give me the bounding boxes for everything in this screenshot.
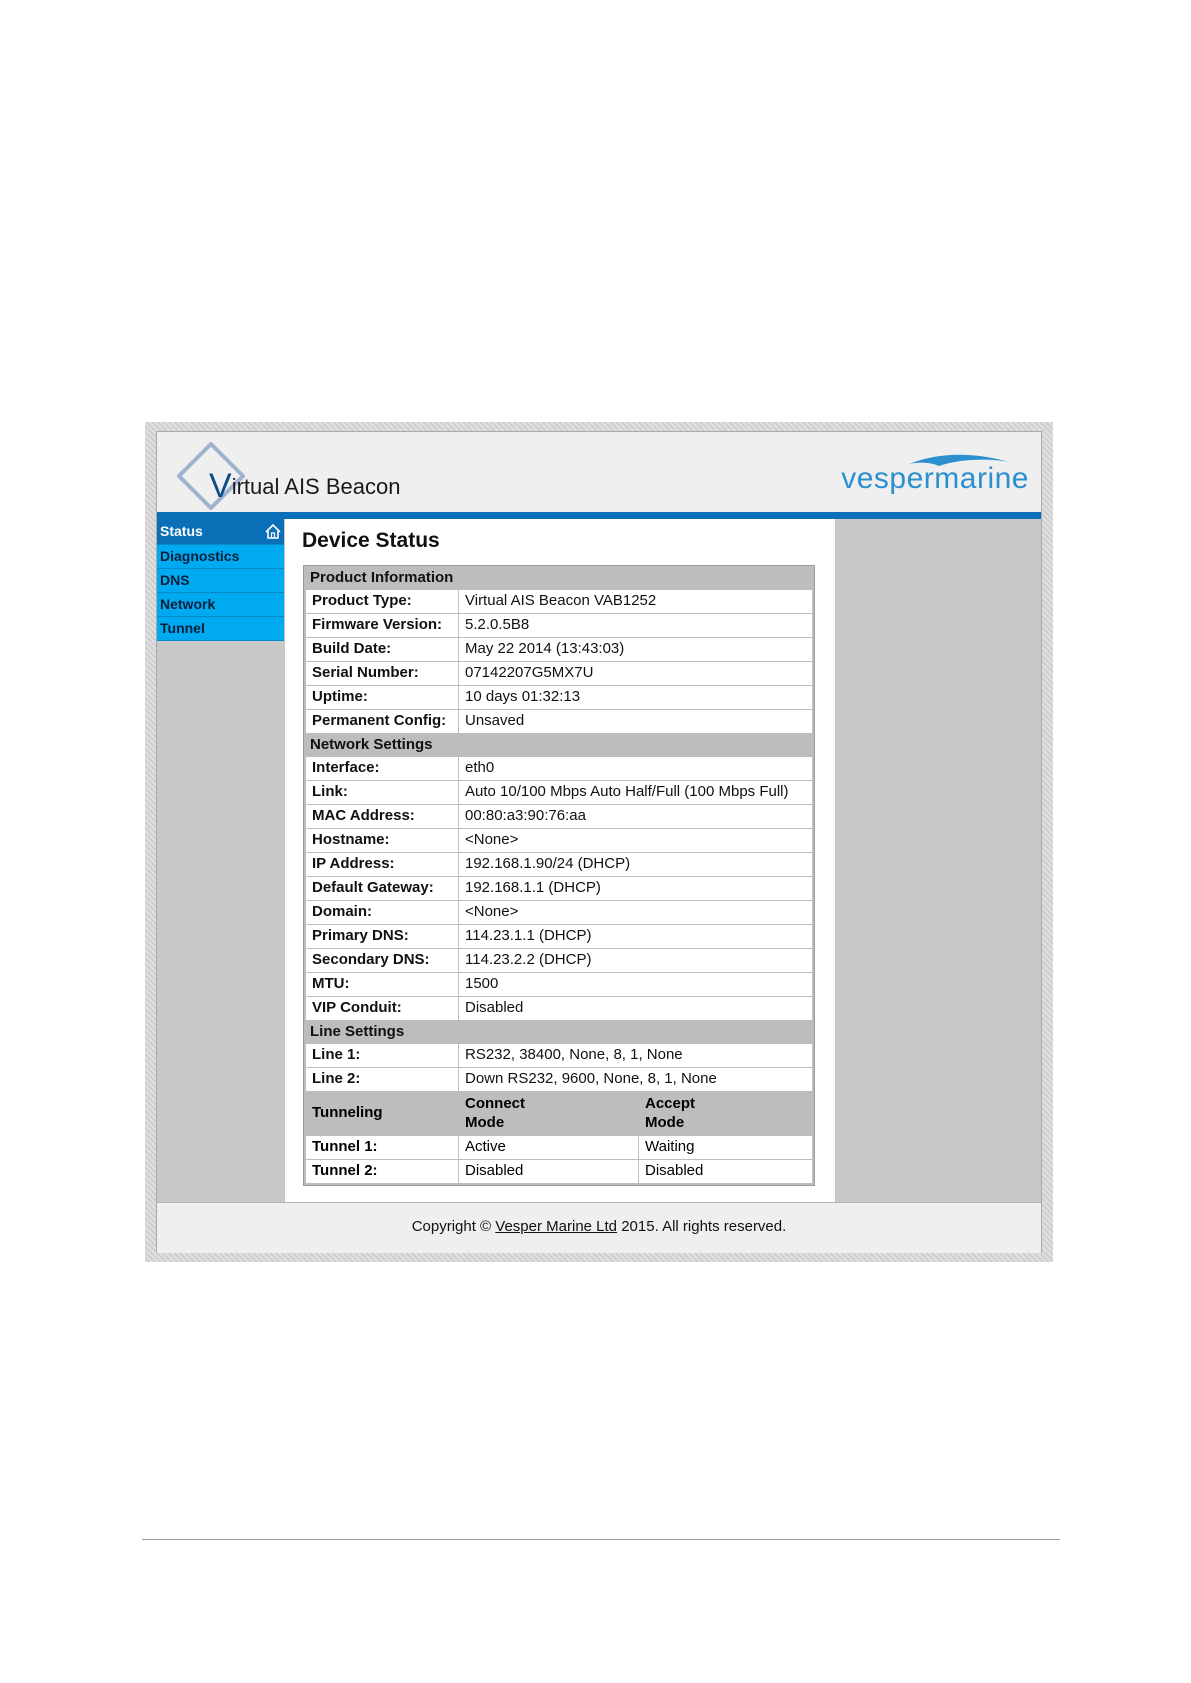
header	[157, 432, 1041, 512]
product-info-rows	[304, 589, 814, 733]
header-divider	[157, 512, 1041, 519]
page-divider	[142, 1539, 1060, 1540]
table-row	[304, 972, 814, 996]
row-value: 192.168.1.1 (DHCP)	[459, 877, 812, 900]
logo-rest: irtual AIS Beacon	[231, 474, 401, 499]
row-label: Interface:	[306, 757, 459, 780]
table-row	[304, 637, 814, 661]
connect-mode-line2: Mode	[465, 1114, 505, 1131]
tunnel-row	[304, 1135, 814, 1159]
page-title: Device Status	[302, 529, 440, 552]
sidebar-item-label: Status	[160, 523, 203, 539]
table-row	[304, 709, 814, 733]
table-row	[304, 685, 814, 709]
row-value: Down RS232, 9600, None, 8, 1, None	[459, 1068, 812, 1091]
sidebar-item-label: DNS	[160, 572, 190, 588]
row-label: MAC Address:	[306, 805, 459, 828]
tunnel-label: Tunnel 1:	[306, 1136, 459, 1159]
row-label: IP Address:	[306, 853, 459, 876]
connect-mode-header	[459, 1091, 639, 1135]
sidebar-item-tunnel[interactable]	[157, 617, 284, 641]
row-label: Firmware Version:	[306, 614, 459, 637]
tunnel-rows	[304, 1135, 814, 1183]
row-value: 00:80:a3:90:76:aa	[459, 805, 812, 828]
row-label: Product Type:	[306, 590, 459, 613]
sidebar-item-dns[interactable]	[157, 569, 284, 593]
connect-mode-value: Active	[459, 1136, 639, 1159]
sidebar-item-diagnostics[interactable]	[157, 545, 284, 569]
table-row	[304, 1067, 814, 1091]
table-row	[304, 900, 814, 924]
table-row	[304, 661, 814, 685]
accept-mode-line2: Mode	[645, 1114, 685, 1131]
table-row	[304, 589, 814, 613]
status-table	[303, 565, 815, 1186]
accept-mode-line1: Accept	[645, 1095, 696, 1112]
row-label: Default Gateway:	[306, 877, 459, 900]
accept-mode-value: Waiting	[639, 1136, 812, 1159]
row-value: 10 days 01:32:13	[459, 686, 812, 709]
tunnel-label: Tunnel 2:	[306, 1160, 459, 1183]
logo-v: V	[209, 467, 232, 505]
row-value: May 22 2014 (13:43:03)	[459, 638, 812, 661]
row-value: Auto 10/100 Mbps Auto Half/Full (100 Mbps Full)	[459, 781, 812, 804]
row-label: Domain:	[306, 901, 459, 924]
brand-logo: vespermarine	[841, 462, 1029, 495]
row-label: Line 2:	[306, 1068, 459, 1091]
row-value: 07142207G5MX7U	[459, 662, 812, 685]
connect-mode-line1: Connect	[465, 1095, 525, 1112]
row-label: Line 1:	[306, 1044, 459, 1067]
sidebar-item-status[interactable]	[157, 519, 284, 545]
row-label: Link:	[306, 781, 459, 804]
row-label: Primary DNS:	[306, 925, 459, 948]
main-content	[285, 519, 835, 1202]
row-label: Secondary DNS:	[306, 949, 459, 972]
row-value: 5.2.0.5B8	[459, 614, 812, 637]
tunnel-row	[304, 1159, 814, 1183]
row-value: Virtual AIS Beacon VAB1252	[459, 590, 812, 613]
row-label: Serial Number:	[306, 662, 459, 685]
row-label: Hostname:	[306, 829, 459, 852]
row-label: Build Date:	[306, 638, 459, 661]
footer	[157, 1202, 1041, 1253]
row-label: Permanent Config:	[306, 710, 459, 733]
row-label: Uptime:	[306, 686, 459, 709]
sidebar-item-network[interactable]	[157, 593, 284, 617]
section-heading: Product Information	[304, 566, 814, 589]
table-row	[304, 852, 814, 876]
sidebar-item-label: Diagnostics	[160, 548, 240, 564]
table-row	[304, 828, 814, 852]
accept-mode-value: Disabled	[639, 1160, 812, 1183]
table-row	[304, 613, 814, 637]
row-label: VIP Conduit:	[306, 997, 459, 1020]
copyright-prefix: Copyright ©	[411, 1218, 496, 1235]
row-label: MTU:	[306, 973, 459, 996]
section-heading: Line Settings	[304, 1020, 814, 1043]
tunneling-heading: Tunneling	[312, 1104, 383, 1121]
table-row	[304, 948, 814, 972]
table-row	[304, 996, 814, 1020]
vesper-marine-link[interactable]: Vesper Marine Ltd	[495, 1218, 618, 1235]
row-value: 114.23.1.1 (DHCP)	[459, 925, 812, 948]
app-logo-text	[209, 464, 400, 503]
row-value: eth0	[459, 757, 812, 780]
tunneling-header	[304, 1091, 814, 1135]
row-value: RS232, 38400, None, 8, 1, None	[459, 1044, 812, 1067]
sidebar-item-label: Network	[160, 596, 216, 612]
table-row	[304, 804, 814, 828]
network-settings-rows	[304, 756, 814, 1020]
sidebar-item-label: Tunnel	[160, 620, 205, 636]
row-value: Disabled	[459, 997, 812, 1020]
row-value: <None>	[459, 901, 812, 924]
copyright-suffix: 2015. All rights reserved.	[617, 1218, 787, 1235]
screenshot-frame	[145, 422, 1053, 1262]
table-row	[304, 1043, 814, 1067]
home-icon[interactable]	[264, 523, 282, 540]
row-value: 114.23.2.2 (DHCP)	[459, 949, 812, 972]
web-page	[156, 431, 1042, 1253]
sidebar	[157, 519, 284, 641]
table-bottom-border	[304, 1183, 814, 1185]
connect-mode-value: Disabled	[459, 1160, 639, 1183]
row-value: <None>	[459, 829, 812, 852]
table-row	[304, 780, 814, 804]
accept-mode-header	[639, 1091, 814, 1135]
row-value: Unsaved	[459, 710, 812, 733]
line-settings-rows	[304, 1043, 814, 1091]
table-row	[304, 756, 814, 780]
row-value: 192.168.1.90/24 (DHCP)	[459, 853, 812, 876]
table-row	[304, 876, 814, 900]
section-heading: Network Settings	[304, 733, 814, 756]
row-value: 1500	[459, 973, 812, 996]
table-row	[304, 924, 814, 948]
